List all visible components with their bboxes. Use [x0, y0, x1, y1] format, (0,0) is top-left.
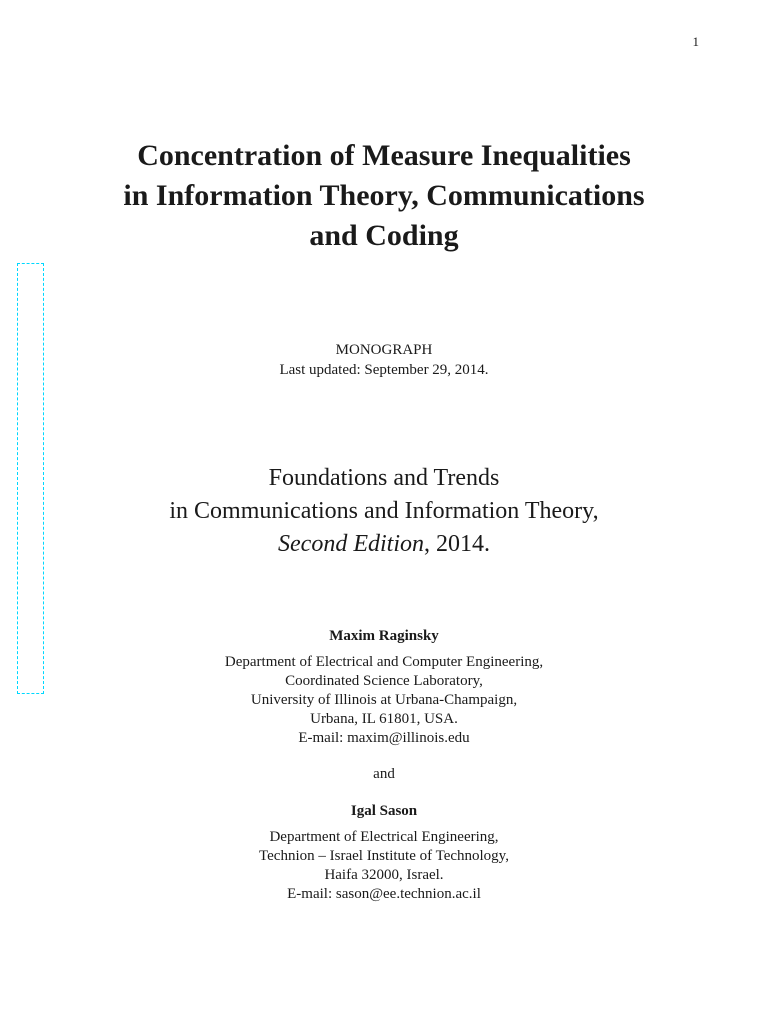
and-separator: and — [373, 766, 395, 782]
paper-title — [0, 136, 768, 256]
series-edition-line — [0, 528, 768, 561]
title-line: and Coding — [309, 219, 459, 252]
title-line: in Information Theory, Communications — [123, 179, 645, 212]
series-line-1: Foundations and Trends — [268, 465, 500, 491]
monograph-info — [0, 340, 768, 380]
affiliation-line: Department of Electrical and Computer Engineering, — [224, 654, 544, 670]
affiliation-line: Coordinated Science Laboratory, — [285, 673, 483, 689]
affiliation-line: Urbana, IL 61801, USA. — [310, 711, 458, 727]
title-line: Concentration of Measure Inequalities — [137, 139, 631, 172]
affiliation-line: Technion – Israel Institute of Technology, — [259, 848, 509, 864]
author-name: Maxim Raginsky — [329, 628, 439, 644]
affiliation-line: Haifa 32000, Israel. — [324, 867, 444, 883]
monograph-label: MONOGRAPH — [335, 342, 433, 358]
page-number: 1 — [692, 34, 699, 49]
affiliation-line: University of Illinois at Urbana-Champaign, — [250, 692, 518, 708]
affiliation-line: Department of Electrical Engineering, — [269, 829, 499, 845]
edition: Second Edition — [278, 531, 424, 557]
author-block — [0, 627, 768, 748]
edition-year: , 2014. — [423, 531, 490, 557]
author-name: Igal Sason — [350, 803, 418, 819]
series-line-2: in Communications and Information Theory, — [169, 498, 599, 524]
last-updated: Last updated: September 29, 2014. — [279, 362, 489, 378]
author-email: E-mail: sason@ee.technion.ac.il — [287, 886, 481, 902]
series-info — [0, 462, 768, 561]
author-block — [0, 802, 768, 904]
author-email: E-mail: maxim@illinois.edu — [298, 730, 470, 746]
